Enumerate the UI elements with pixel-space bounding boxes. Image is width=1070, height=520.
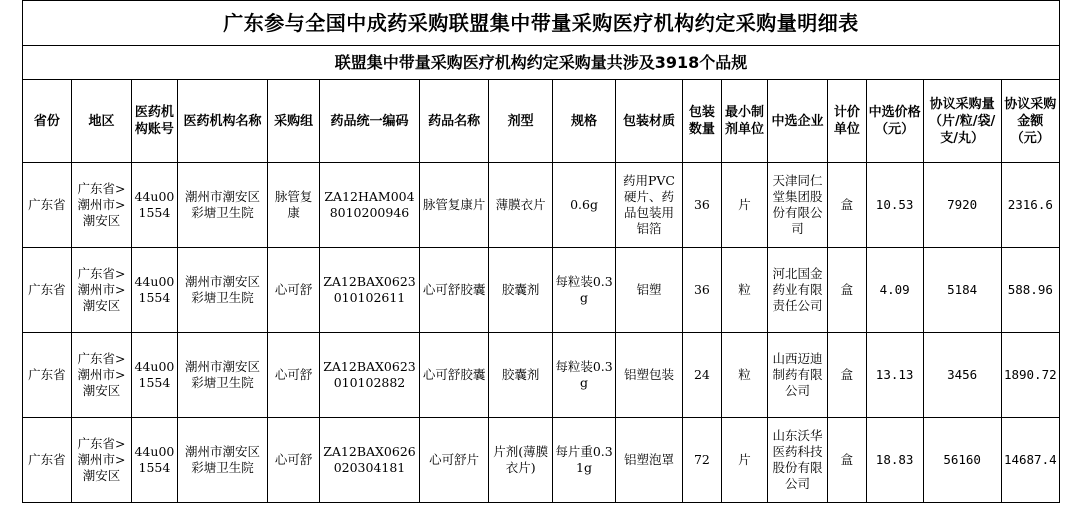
table-cell: 铝塑泡罩 xyxy=(616,418,682,503)
table-cell: 胶囊剂 xyxy=(489,333,552,418)
table-cell: 2316.6 xyxy=(1001,163,1059,248)
column-header: 协议采购金额（元） xyxy=(1001,80,1059,163)
table-cell: 广东省>潮州市>潮安区 xyxy=(71,333,131,418)
table-cell: 片 xyxy=(722,418,768,503)
column-header: 药品统一编码 xyxy=(320,80,420,163)
table-cell: 盒 xyxy=(828,163,866,248)
table-cell: 心可舒 xyxy=(268,333,320,418)
table-cell: 广东省 xyxy=(23,163,72,248)
table-cell: 广东省 xyxy=(23,248,72,333)
table-cell: 10.53 xyxy=(866,163,923,248)
table-title: 广东参与全国中成药采购联盟集中带量采购医疗机构约定采购量明细表 xyxy=(23,1,1060,46)
table-cell: 广东省 xyxy=(23,418,72,503)
table-cell: 潮州市潮安区彩塘卫生院 xyxy=(177,418,267,503)
table-cell: 盒 xyxy=(828,418,866,503)
column-header: 省份 xyxy=(23,80,72,163)
column-header: 医药机构账号 xyxy=(132,80,178,163)
table-cell: ZA12BAX0623010102882 xyxy=(320,333,420,418)
table-row xyxy=(23,418,1060,503)
table-cell: 24 xyxy=(682,333,721,418)
column-header: 包装数量 xyxy=(682,80,721,163)
table-cell: 56160 xyxy=(923,418,1001,503)
table-cell: ZA12HAM0048010200946 xyxy=(320,163,420,248)
table-cell: 盒 xyxy=(828,248,866,333)
table-cell: ZA12BAX0623010102611 xyxy=(320,248,420,333)
table-cell: 广东省>潮州市>潮安区 xyxy=(71,163,131,248)
table-cell: 5184 xyxy=(923,248,1001,333)
column-header: 剂型 xyxy=(489,80,552,163)
table-cell: 每粒装0.3g xyxy=(552,333,615,418)
column-header: 计价单位 xyxy=(828,80,866,163)
column-header: 药品名称 xyxy=(419,80,489,163)
table-row xyxy=(23,248,1060,333)
table-cell: 广东省>潮州市>潮安区 xyxy=(71,418,131,503)
table-cell: 铝塑包装 xyxy=(616,333,682,418)
table-cell: 脉管复康片 xyxy=(419,163,489,248)
table-cell: 72 xyxy=(682,418,721,503)
table-cell: 1890.72 xyxy=(1001,333,1059,418)
column-header: 中选价格（元） xyxy=(866,80,923,163)
table-cell: 心可舒胶囊 xyxy=(419,248,489,333)
table-cell: 片 xyxy=(722,163,768,248)
table-cell: 脉管复康 xyxy=(268,163,320,248)
table-cell: 每粒装0.3g xyxy=(552,248,615,333)
column-header: 协议采购量（片/粒/袋/支/丸） xyxy=(923,80,1001,163)
table-cell: 44u001554 xyxy=(132,333,178,418)
procurement-table xyxy=(22,0,1060,503)
table-cell: 18.83 xyxy=(866,418,923,503)
column-header: 中选企业 xyxy=(767,80,827,163)
table-cell: 广东省>潮州市>潮安区 xyxy=(71,248,131,333)
table-cell: 0.6g xyxy=(552,163,615,248)
column-header: 最小制剂单位 xyxy=(722,80,768,163)
table-cell: 山西迈迪制药有限公司 xyxy=(767,333,827,418)
table-cell: 36 xyxy=(682,163,721,248)
header-row xyxy=(23,80,1060,163)
table-cell: 潮州市潮安区彩塘卫生院 xyxy=(177,333,267,418)
table-cell: 13.13 xyxy=(866,333,923,418)
table-cell: 每片重0.31g xyxy=(552,418,615,503)
table-cell: 粒 xyxy=(722,333,768,418)
column-header: 采购组 xyxy=(268,80,320,163)
table-subtitle: 联盟集中带量采购医疗机构约定采购量共涉及3918个品规 xyxy=(23,46,1060,80)
table-cell: 588.96 xyxy=(1001,248,1059,333)
column-header: 包装材质 xyxy=(616,80,682,163)
table-cell: 河北国金药业有限责任公司 xyxy=(767,248,827,333)
table-cell: 天津同仁堂集团股份有限公司 xyxy=(767,163,827,248)
table-cell: 36 xyxy=(682,248,721,333)
table-cell: 胶囊剂 xyxy=(489,248,552,333)
column-header: 医药机构名称 xyxy=(177,80,267,163)
table-cell: 潮州市潮安区彩塘卫生院 xyxy=(177,163,267,248)
table-cell: 铝塑 xyxy=(616,248,682,333)
table-cell: 44u001554 xyxy=(132,418,178,503)
table-cell: 山东沃华医药科技股份有限公司 xyxy=(767,418,827,503)
table-cell: 心可舒 xyxy=(268,418,320,503)
table-cell: 盒 xyxy=(828,333,866,418)
column-header: 规格 xyxy=(552,80,615,163)
table-cell: 潮州市潮安区彩塘卫生院 xyxy=(177,248,267,333)
table-cell: 44u001554 xyxy=(132,248,178,333)
table-cell: 4.09 xyxy=(866,248,923,333)
table-cell: 广东省 xyxy=(23,333,72,418)
table-cell: 心可舒片 xyxy=(419,418,489,503)
table-cell: 粒 xyxy=(722,248,768,333)
table-cell: 3456 xyxy=(923,333,1001,418)
table-cell: 7920 xyxy=(923,163,1001,248)
table-cell: 薄膜衣片 xyxy=(489,163,552,248)
table-cell: 心可舒 xyxy=(268,248,320,333)
table-cell: ZA12BAX0626020304181 xyxy=(320,418,420,503)
column-header: 地区 xyxy=(71,80,131,163)
table-cell: 14687.4 xyxy=(1001,418,1059,503)
table-row xyxy=(23,163,1060,248)
table-row xyxy=(23,333,1060,418)
table-cell: 药用PVC硬片、药品包装用铝箔 xyxy=(616,163,682,248)
table-cell: 44u001554 xyxy=(132,163,178,248)
table-cell: 心可舒胶囊 xyxy=(419,333,489,418)
table-cell: 片剂(薄膜衣片) xyxy=(489,418,552,503)
